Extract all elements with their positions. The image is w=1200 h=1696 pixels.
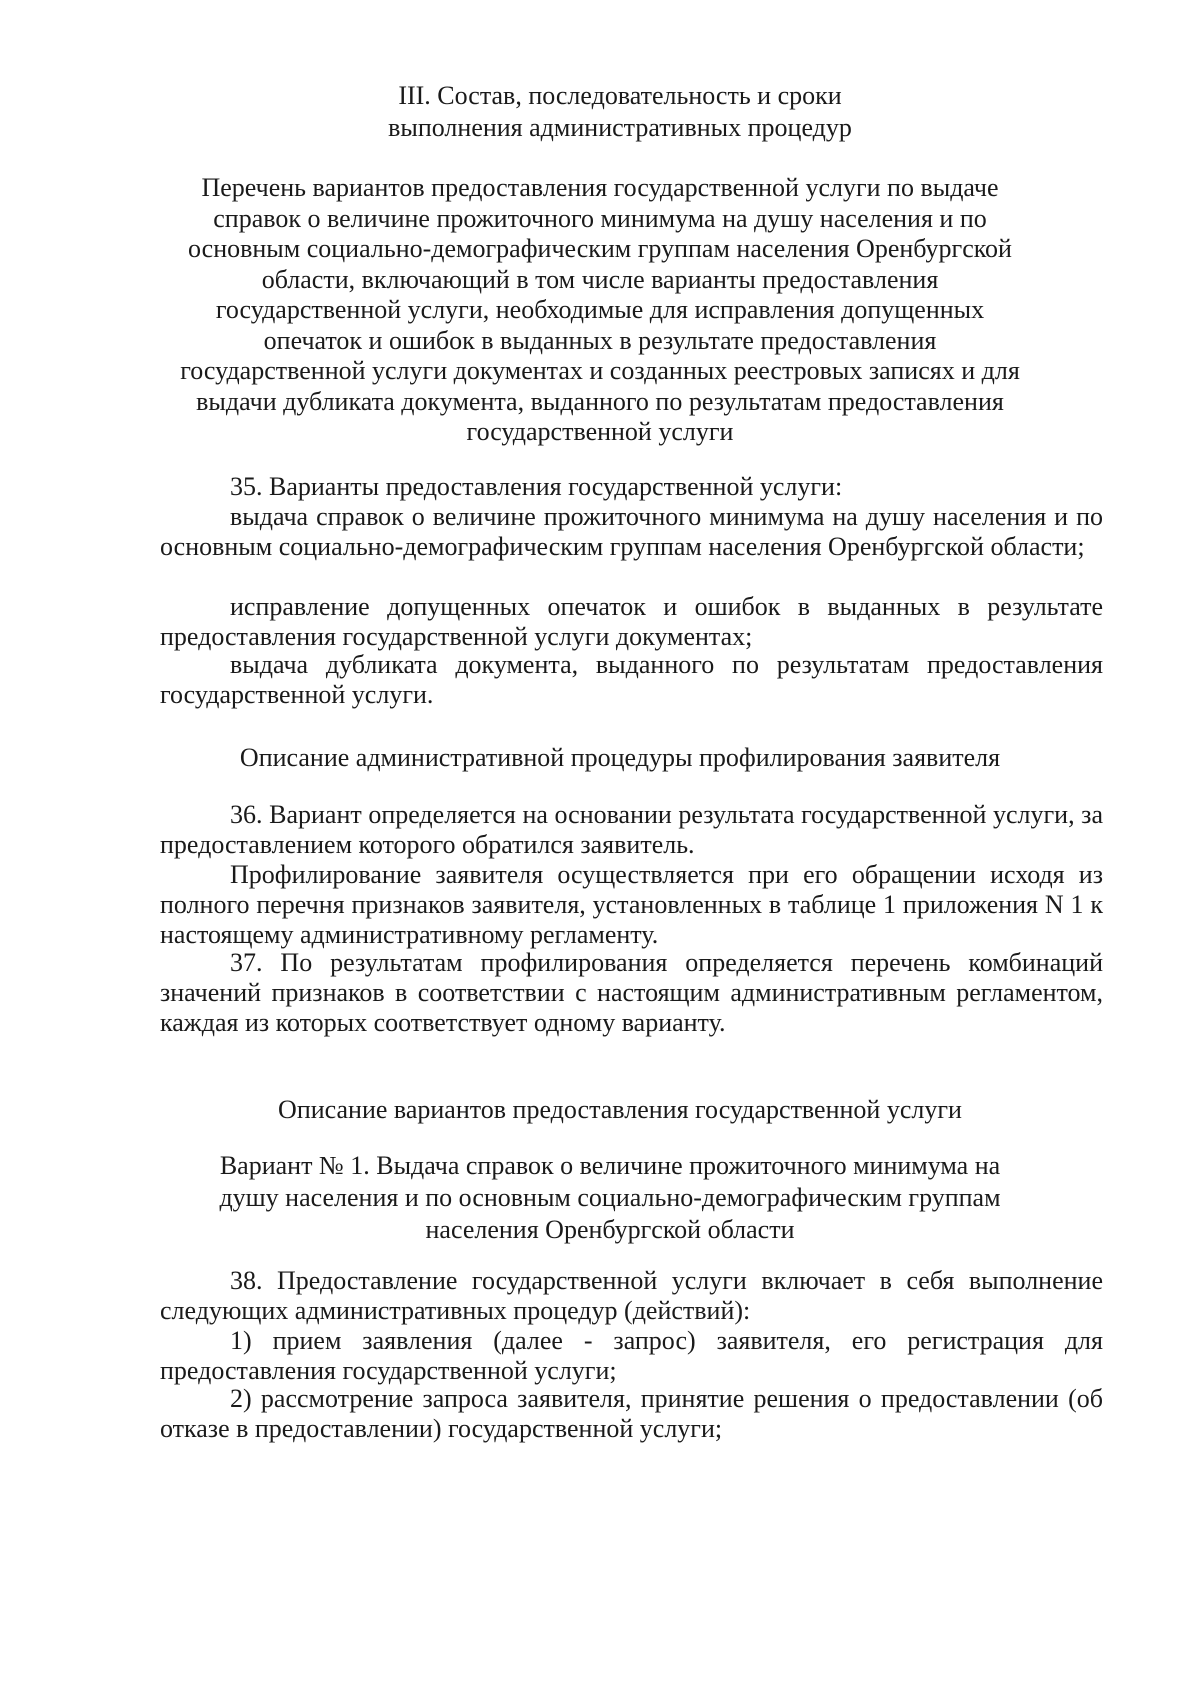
variant-1-heading: Вариант № 1. Выдача справок о величине прожиточного минимума на душу населения и по основным социально-демографическим группам населения Оренбургской области <box>219 1151 1001 1244</box>
item-37: 37. По результатам профилирования определяется перечень комбинаций значений признаков в соответствии с настоящим административным регламентом, каждая из которых соответствует одному варианту. <box>160 948 1103 1037</box>
section-title <box>150 80 1090 144</box>
item-36-paragraph-2: Профилирование заявителя осуществляется при его обращении исходя из полного перечня признаков заявителя, установленных в таблице 1 приложения N 1 к настоящему административному регламенту. <box>160 860 1103 949</box>
item-35-variant-2: исправление допущенных опечаток и ошибок в выданных в результате предоставления государственной услуги документах; <box>160 592 1103 651</box>
item-35-variant-3: выдача дубликата документа, выданного по результатам предоставления государственной услуги. <box>160 650 1103 709</box>
section-title-line1: III. Состав, последовательность и сроки <box>398 81 842 110</box>
item-35-intro: 35. Варианты предоставления государственной услуги: <box>230 472 843 501</box>
item-38-step-2: 2) рассмотрение запроса заявителя, принятие решения о предоставлении (об отказе в предоставлении) государственной услуги; <box>160 1384 1103 1443</box>
section-title-line2: выполнения административных процедур <box>388 113 852 142</box>
item-38-intro: 38. Предоставление государственной услуги включает в себя выполнение следующих административных процедур (действий): <box>160 1266 1103 1325</box>
item-38-step-1: 1) прием заявления (далее - запрос) заявителя, его регистрация для предоставления государственной услуги; <box>160 1326 1103 1385</box>
item-35-variant-1: выдача справок о величине прожиточного минимума на душу населения и по основным социально-демографическим группам населения Оренбургской области; <box>160 502 1103 561</box>
item-36-paragraph-1: 36. Вариант определяется на основании результата государственной услуги, за предоставлением которого обратился заявитель. <box>160 800 1103 859</box>
variants-list-heading: Перечень вариантов предоставления государственной услуги по выдаче справок о величине прожиточного минимума на душу населения и по основным социально-демографическим группам населения Оренбургской области, включающий в том числе варианты предоставления государственной услуги, необходимые для исправления допущенных опечаток и ошибок в выданных в результате предоставления государственной услуги документах и созданных реестровых записях и для выдачи дубликата документа, выданного по результатам предоставления государственной услуги <box>180 173 1020 446</box>
profiling-heading: Описание административной процедуры профилирования заявителя <box>239 743 1001 772</box>
variants-description-heading: Описание вариантов предоставления государственной услуги <box>278 1095 962 1124</box>
